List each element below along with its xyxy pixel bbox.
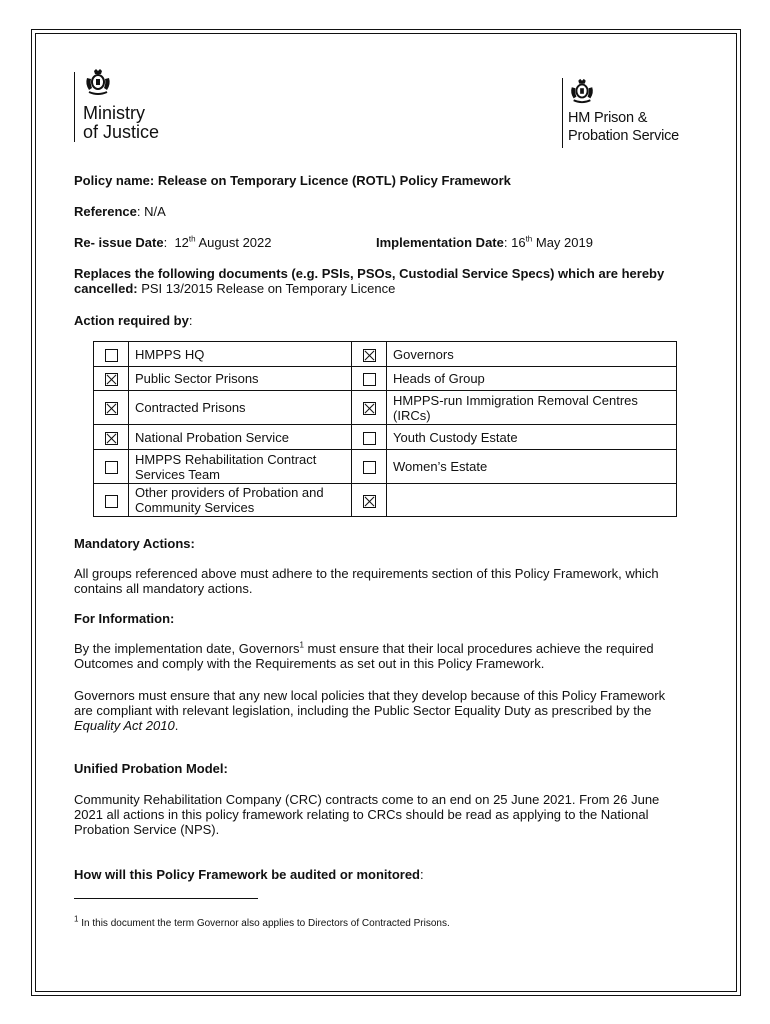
table-cell: Other providers of Probation and Community Services (129, 484, 352, 517)
checkbox-womens-estate[interactable] (363, 461, 376, 474)
checkbox-governors[interactable] (363, 349, 376, 362)
royal-crest-icon (83, 68, 113, 96)
action-required-label: Action required by: (74, 313, 193, 328)
reissue-date: Re- issue Date: 12th August 2022 (74, 234, 272, 250)
table-cell: HMPPS HQ (129, 342, 352, 367)
table-row (94, 391, 677, 425)
table-cell: National Probation Service (129, 425, 352, 450)
checkbox-hmpps-hq[interactable] (105, 349, 118, 362)
unified-probation-heading: Unified Probation Model: (74, 761, 228, 776)
table-cell: Governors (387, 342, 677, 367)
moj-logo-divider (74, 72, 75, 142)
mandatory-actions-body: All groups referenced above must adhere to the requirements section of this Policy Framework, which contains all mandatory actions. (74, 566, 659, 596)
table-cell (387, 484, 677, 517)
table-row (94, 342, 677, 367)
checkbox-other-providers[interactable] (105, 495, 118, 508)
table-cell: Women’s Estate (387, 450, 677, 484)
mandatory-actions-heading: Mandatory Actions: (74, 536, 195, 551)
action-required-table (93, 341, 677, 517)
table-cell: Public Sector Prisons (129, 367, 352, 391)
implementation-date: Implementation Date: 16th May 2019 (376, 234, 593, 250)
hmpps-logo-text: HM Prison & Probation Service (568, 110, 680, 144)
moj-logo-text: Ministry of Justice (83, 103, 160, 142)
replaces-documents: Replaces the following documents (e.g. PSIs, PSOs, Custodial Service Specs) which are hereby cancelled: PSI 13/2015 Release on Temporary Licence (74, 266, 665, 296)
table-row (94, 450, 677, 484)
for-information-paragraph-1: By the implementation date, Governors$^1$ must ensure that their local procedures achieve the required Outcomes and comply with the Requirements as set out in this Policy Framework. (74, 640, 654, 671)
audit-heading: How will this Policy Framework be audited or monitored: (74, 867, 424, 882)
checkbox-contracted-prisons[interactable] (105, 402, 118, 415)
hmpps-logo (562, 78, 722, 150)
moj-logo (74, 68, 214, 148)
royal-crest-icon (568, 78, 596, 104)
table-row (94, 484, 677, 517)
table-cell: HMPPS-run Immigration Removal Centres (IRCs) (387, 391, 677, 425)
checkbox-heads-of-group[interactable] (363, 373, 376, 386)
policy-name: Policy name: Release on Temporary Licence (ROTL) Policy Framework (74, 173, 511, 188)
checkbox-youth-custody-estate[interactable] (363, 432, 376, 445)
table-cell: Contracted Prisons (129, 391, 352, 425)
table-row (94, 425, 677, 450)
checkbox-rehabilitation-contract-services[interactable] (105, 461, 118, 474)
table-cell: HMPPS Rehabilitation Contract Services Team (129, 450, 352, 484)
footnote-separator (74, 898, 258, 899)
for-information-paragraph-2: Governors must ensure that any new local policies that they develop because of this Policy Framework are compliant with relevant legislation, including the Public Sector Equality Duty as prescribed by the Equality Act 2010. (74, 688, 666, 733)
footnote-reference[interactable]: 1 (299, 640, 304, 650)
unified-probation-body: Community Rehabilitation Company (CRC) contracts come to an end on 25 June 2021. From 26 June 2021 all actions in this policy framework relating to CRCs should be read as applying to the National Probation Service (NPS). (74, 792, 660, 837)
checkbox-unlabelled[interactable] (363, 495, 376, 508)
for-information-heading: For Information: (74, 611, 175, 626)
table-cell: Heads of Group (387, 367, 677, 391)
checkbox-public-sector-prisons[interactable] (105, 373, 118, 386)
table-cell: Youth Custody Estate (387, 425, 677, 450)
checkbox-immigration-removal-centres[interactable] (363, 402, 376, 415)
reference: Reference: N/A (74, 204, 166, 219)
table-row (94, 367, 677, 391)
hmpps-logo-divider (562, 78, 563, 148)
footnote: $^1$ In this document the term Governor also applies to Directors of Contracted Prisons. (74, 914, 450, 929)
checkbox-national-probation-service[interactable] (105, 432, 118, 445)
